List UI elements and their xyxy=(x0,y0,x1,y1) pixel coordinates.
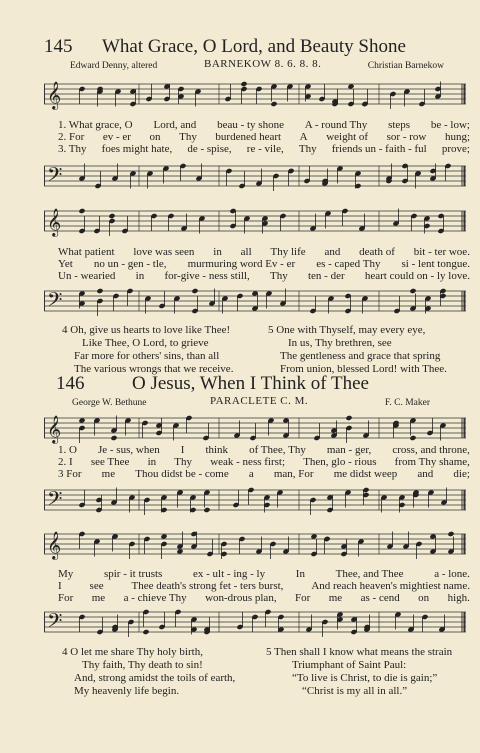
stanza-line: Triumphant of Saint Paul: xyxy=(292,659,407,671)
lyric-syllable: re - vile, xyxy=(246,143,284,155)
lyric-syllable: love was seen xyxy=(133,246,195,258)
lyric-syllable: Yet xyxy=(58,258,73,270)
lyrics-line xyxy=(58,592,470,604)
clef-icon: 𝄞 xyxy=(47,531,62,559)
clef-icon: 𝄢 xyxy=(47,288,63,316)
lyric-syllable: cross, and throne, xyxy=(392,444,470,456)
lyric-syllable: hung; xyxy=(444,131,470,143)
stanza-line: “To live is Christ, to die is gain;” xyxy=(292,672,438,684)
lyric-syllable: Thee death's strong fet - ters burst, xyxy=(131,580,284,592)
music-staff xyxy=(44,76,466,116)
lyrics-line xyxy=(58,131,470,143)
lyric-syllable: me xyxy=(101,468,116,480)
lyric-syllable: Lord, and xyxy=(153,119,197,131)
music-staff xyxy=(44,526,466,566)
clef-icon: 𝄞 xyxy=(47,81,62,109)
lyric-syllable: I xyxy=(58,580,62,592)
stanza-line: Thy faith, Thy death to sin! xyxy=(82,659,203,671)
lyric-syllable: spir - it trusts xyxy=(103,568,163,580)
lyric-syllable: es - caped Thy xyxy=(316,258,381,270)
hymn-number: 146 xyxy=(56,373,85,394)
lyric-syllable: and xyxy=(324,246,341,258)
lyrics-line xyxy=(58,119,470,131)
lyric-syllable: 3 For xyxy=(58,468,82,480)
lyric-syllable: as - cend xyxy=(360,592,400,604)
lyric-syllable: Thy xyxy=(179,131,197,143)
lyric-syllable: de - spise, xyxy=(187,143,232,155)
lyric-syllable: 1. O xyxy=(58,444,77,456)
lyric-syllable: For xyxy=(295,592,311,604)
lyric-syllable: 3. Thy xyxy=(58,143,87,155)
lyrics-line xyxy=(58,246,470,258)
lyric-syllable: all xyxy=(240,246,252,258)
music-staff xyxy=(44,283,466,319)
lyrics-line xyxy=(58,468,470,480)
clef-icon: 𝄞 xyxy=(47,415,62,443)
lyric-syllable: In xyxy=(295,568,305,580)
lyric-syllable: prove; xyxy=(441,143,470,155)
lyric-syllable: from Thy shame, xyxy=(394,456,470,468)
lyric-syllable: in xyxy=(147,456,157,468)
music-staff xyxy=(44,482,466,518)
lyric-syllable: For xyxy=(58,592,74,604)
stanza-line: 5 Then shall I know what means the strain xyxy=(266,646,453,658)
lyric-syllable: death of xyxy=(359,246,395,258)
lyric-syllable: murmuring word Ev - er xyxy=(187,258,296,270)
lyric-syllable: burdened heart xyxy=(215,131,282,143)
lyric-syllable: Un - wearied xyxy=(58,270,116,282)
stanza xyxy=(268,324,447,376)
lyric-syllable: ev - er xyxy=(102,131,131,143)
lyric-syllable: me xyxy=(328,592,343,604)
lyric-syllable: foes might hate, xyxy=(101,143,173,155)
lyric-syllable: in xyxy=(135,270,145,282)
lyric-syllable: think xyxy=(205,444,229,456)
hymn-number: 145 xyxy=(44,36,73,57)
lyric-syllable: steps xyxy=(388,119,411,131)
lyric-syllable: and xyxy=(417,468,434,480)
stanza-line: Like Thee, O Lord, to grieve xyxy=(82,337,209,349)
lyric-syllable: won-drous plan, xyxy=(205,592,277,604)
lyric-syllable: Thy xyxy=(174,456,193,468)
lyrics-line xyxy=(58,456,470,468)
lyrics-line xyxy=(58,444,470,456)
stanza-line: My heavenly life begin. xyxy=(74,685,180,697)
lyric-syllable: Thy xyxy=(298,143,317,155)
lyric-syllable: weak - ness first; xyxy=(210,456,286,468)
music-staff xyxy=(44,158,466,194)
lyric-syllable: me didst weep xyxy=(333,468,398,480)
music-staff xyxy=(44,203,466,243)
lyric-syllable: Thy xyxy=(270,270,288,282)
stanza xyxy=(62,646,235,698)
stanza-line: 5 One with Thyself, may every eye, xyxy=(268,324,426,336)
stanza xyxy=(266,646,452,698)
stanza-line: The various wrongs that we receive. xyxy=(74,363,234,375)
lyric-syllable: in xyxy=(213,246,222,258)
hymn-title: What Grace, O Lord, and Beauty Shone xyxy=(102,36,406,57)
lyric-syllable: A xyxy=(299,131,308,143)
lyrics-line xyxy=(58,143,470,155)
lyric-syllable: ten - der xyxy=(307,270,345,282)
lyric-syllable: high. xyxy=(447,592,470,604)
lyric-syllable: see Thee xyxy=(90,456,130,468)
lyric-syllable: 2. I xyxy=(58,456,73,468)
lyric-syllable: bit - ter woe. xyxy=(413,246,470,258)
stanza-line: Far more for others' sins, than all xyxy=(74,350,220,362)
lyric-syllable: ex - ult - ing - ly xyxy=(193,568,266,580)
words-credit: Edward Denny, altered xyxy=(70,61,158,71)
lyric-syllable: What patient xyxy=(58,246,115,258)
lyric-syllable: 2. For xyxy=(58,131,85,143)
stanza-line: 4 O let me share Thy holy birth, xyxy=(62,646,203,658)
lyric-syllable: a xyxy=(248,468,254,480)
stanza-line: In us, Thy brethren, see xyxy=(288,337,392,349)
lyric-syllable: My xyxy=(58,568,74,580)
stanza-line: “Christ is my all in all.” xyxy=(302,685,408,697)
lyric-syllable: of Thee, Thy xyxy=(249,444,306,456)
stanza-line: The gentleness and grace that spring xyxy=(280,350,441,362)
lyric-syllable: Thee, and Thee xyxy=(335,568,404,580)
lyrics-line xyxy=(58,568,470,580)
lyric-syllable: heart could on - ly love. xyxy=(364,270,470,282)
lyric-syllable: I xyxy=(180,444,185,456)
lyric-syllable: si - lent tongue. xyxy=(401,258,470,270)
lyric-syllable: a - chieve Thy xyxy=(123,592,187,604)
lyrics-line xyxy=(58,270,470,282)
lyric-syllable: sor - row xyxy=(386,131,427,143)
lyric-syllable: man, For xyxy=(273,468,314,480)
lyrics-line xyxy=(58,258,470,270)
lyric-syllable: Thou didst be - come xyxy=(135,468,229,480)
clef-icon: 𝄢 xyxy=(47,487,63,515)
lyric-syllable: be - low; xyxy=(430,119,470,131)
lyrics-line xyxy=(58,580,470,592)
lyric-syllable: on xyxy=(149,131,161,143)
lyric-syllable: a - lone. xyxy=(434,568,470,580)
lyric-syllable: die; xyxy=(453,468,470,480)
lyric-syllable: Then, glo - rious xyxy=(303,456,377,468)
music-staff xyxy=(44,604,466,640)
words-credit: George W. Bethune xyxy=(72,398,147,408)
music-credit: F. C. Maker xyxy=(384,398,430,408)
lyric-syllable: friends un - faith - ful xyxy=(331,143,427,155)
lyric-syllable: on xyxy=(418,592,430,604)
music-credit: Christian Barnekow xyxy=(367,61,444,71)
lyric-syllable: no un - gen - tle, xyxy=(93,258,167,270)
tune-name: BARNEKOW 8. 6. 8. 8. xyxy=(204,58,322,70)
lyric-syllable: see xyxy=(89,580,104,592)
clef-icon: 𝄢 xyxy=(47,163,63,191)
lyric-syllable: beau - ty shone xyxy=(217,119,284,131)
stanza-line: And, strong amidst the toils of earth, xyxy=(74,672,236,684)
lyric-syllable: 1. What grace, O xyxy=(58,119,133,131)
lyric-syllable: weight of xyxy=(326,131,369,143)
clef-icon: 𝄞 xyxy=(47,208,62,236)
stanza xyxy=(62,324,233,376)
lyric-syllable: me xyxy=(91,592,106,604)
tune-name: PARACLETE C. M. xyxy=(210,395,309,407)
lyric-syllable: Je - sus, when xyxy=(97,444,160,456)
lyric-syllable: And reach heaven's mightiest name. xyxy=(311,580,470,592)
stanza-line: From union, blessed Lord! with Thee. xyxy=(280,363,447,375)
stanza-line: 4 Oh, give us hearts to love like Thee! xyxy=(62,324,231,336)
hymn-title: O Jesus, When I Think of Thee xyxy=(132,373,369,394)
lyric-syllable: for-give - ness still, xyxy=(164,270,250,282)
clef-icon: 𝄢 xyxy=(47,609,63,637)
lyric-syllable: man - ger, xyxy=(326,444,372,456)
lyric-syllable: A - round Thy xyxy=(304,119,368,131)
lyric-syllable: Thy life xyxy=(270,246,306,258)
